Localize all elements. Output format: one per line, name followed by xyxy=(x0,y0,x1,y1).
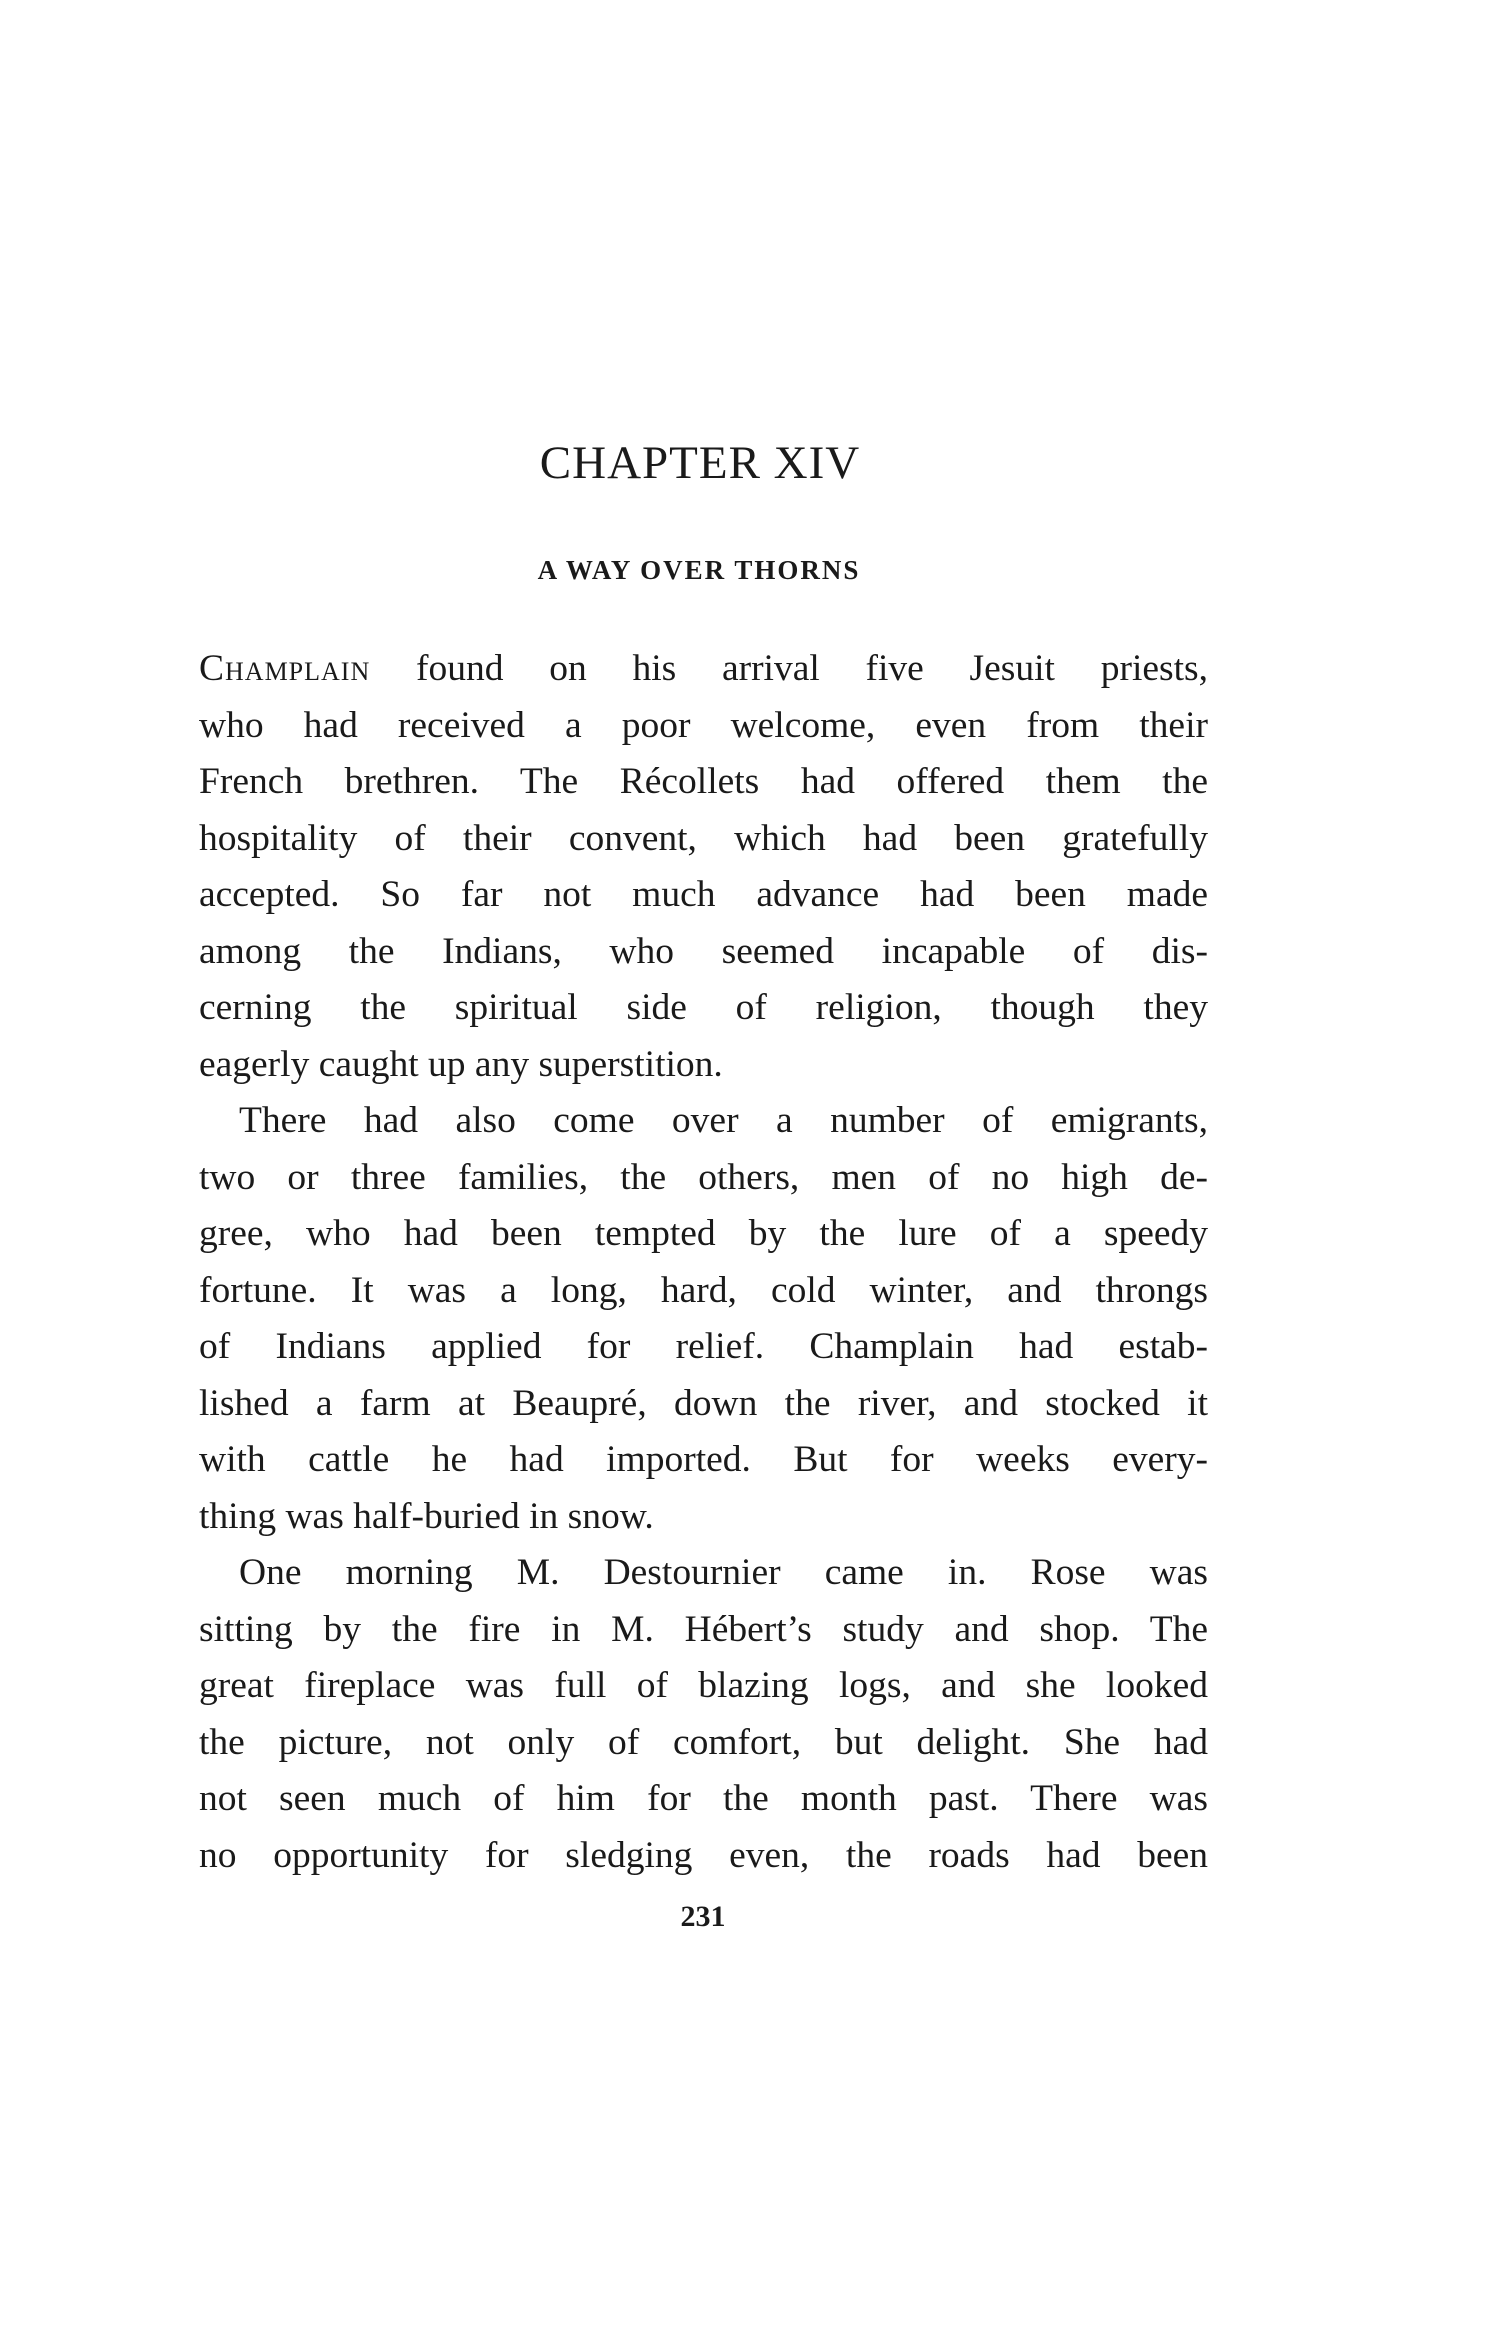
text-line: of Indians applied for relief. Champlain had estab- xyxy=(199,1326,1208,1367)
paragraph-3 xyxy=(199,1545,1208,1884)
page-number: 231 xyxy=(680,1900,726,1933)
chapter-title: CHAPTER XIV xyxy=(539,437,861,489)
text-line: the picture, not only of comfort, but delight. She had xyxy=(199,1721,1208,1763)
lead-word: Champlain xyxy=(199,648,371,689)
text-line: not seen much of him for the month past. There was xyxy=(199,1778,1208,1819)
chapter-subtitle: A WAY OVER THORNS xyxy=(537,555,861,585)
text-line: who had received a poor welcome, even from their xyxy=(199,704,1208,746)
text-line: cerning the spiritual side of religion, though they xyxy=(199,987,1208,1028)
text-line: accepted. So far not much advance had been made xyxy=(199,874,1208,915)
text-line xyxy=(199,641,1208,698)
paragraph-2 xyxy=(199,1093,1208,1545)
text-line: no opportunity for sledging even, the roads had been xyxy=(199,1834,1208,1876)
text-line: lished a farm at Beaupré, down the river, and stocked it xyxy=(199,1382,1208,1424)
text-line: French brethren. The Récollets had offered them the xyxy=(199,761,1208,802)
text-line: sitting by the fire in M. Hébert’s study and shop. The xyxy=(199,1608,1208,1650)
text-line: gree, who had been tempted by the lure of a speedy xyxy=(199,1213,1208,1254)
text-line: two or three families, the others, men of no high de- xyxy=(199,1156,1208,1198)
text-line: thing was half-buried in snow. xyxy=(199,1495,654,1537)
text-line: among the Indians, who seemed incapable of dis- xyxy=(199,930,1208,972)
text-line: great fireplace was full of blazing logs, and she looked xyxy=(199,1665,1208,1706)
text-line: eagerly caught up any superstition. xyxy=(199,1043,723,1085)
chapter-body xyxy=(199,641,1208,1884)
text-line: One morning M. Destournier came in. Rose was xyxy=(239,1552,1208,1593)
text-line: There had also come over a number of emigrants, xyxy=(239,1100,1208,1141)
text-line: fortune. It was a long, hard, cold winter, and throngs xyxy=(199,1269,1208,1311)
text-line-content: found on his arrival five Jesuit priests, xyxy=(370,648,1208,689)
text-line: hospitality of their convent, which had been gratefully xyxy=(199,817,1208,859)
paragraph-1 xyxy=(199,641,1208,1093)
text-line: with cattle he had imported. But for weeks every- xyxy=(199,1439,1208,1480)
